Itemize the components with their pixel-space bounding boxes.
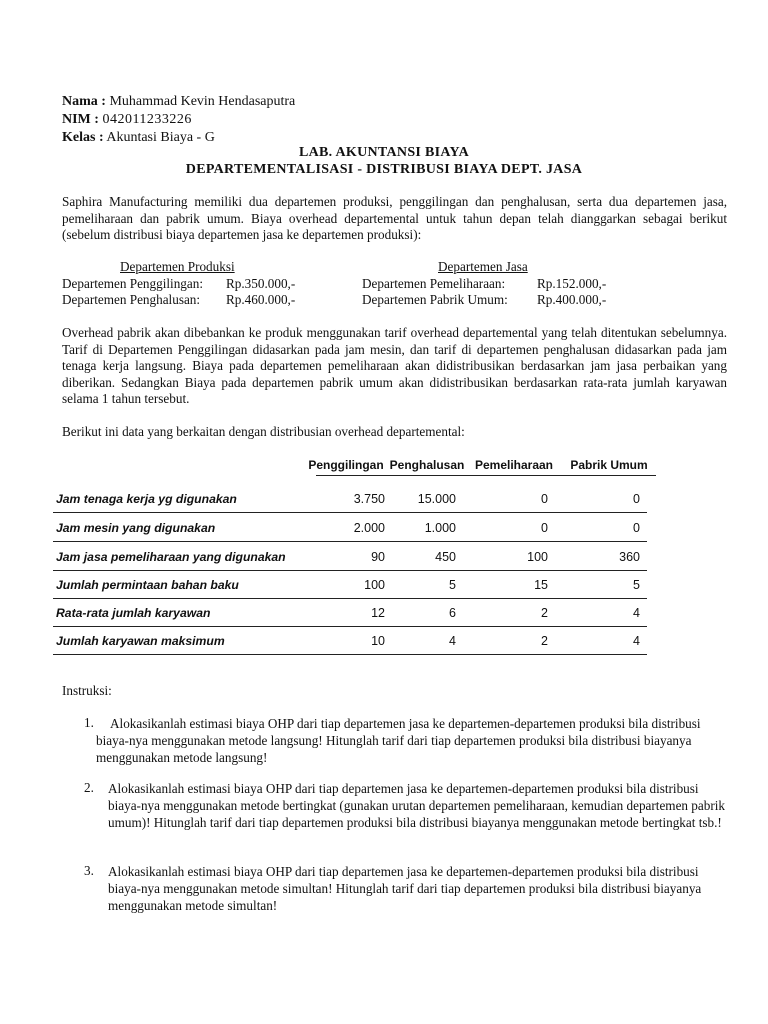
jasa-item-amount: Rp.152.000,-	[537, 276, 607, 291]
jasa-item-name: Departemen Pabrik Umum:	[362, 292, 508, 307]
cell-penghalusan: 450	[435, 550, 456, 564]
instruction-number: 3.	[84, 863, 94, 878]
nim-value: 042011233226	[102, 112, 192, 127]
jasa-header: Departemen Jasa	[438, 259, 528, 274]
cell-penggilingan: 3.750	[353, 492, 385, 506]
table-row	[53, 626, 647, 655]
col-header: Pemeliharaan	[474, 458, 554, 472]
table-row	[53, 484, 647, 513]
cell-pabrik-umum: 0	[633, 521, 640, 535]
row-label: Jam tenaga kerja yg digunakan	[56, 492, 237, 506]
cell-penggilingan: 100	[364, 578, 385, 592]
instruction-text: Alokasikanlah estimasi biaya OHP dari tiap departemen jasa ke departemen-departemen produksi bila distribusi biaya-nya menggunakan metode langsung! Hitunglah tarif dari tiap departemen produksi bila distribusi biayanya menggunakan metode langsung!	[96, 716, 701, 765]
instruction-text: Alokasikanlah estimasi biaya OHP dari tiap departemen jasa ke departemen-departemen produksi bila distribusi biaya-nya menggunakan metode simultan! Hitunglah tarif dari tiap departemen produksi bila distribusi biayanya menggunakan metode simultan!	[108, 864, 702, 913]
col-header: Penghalusan	[389, 458, 465, 472]
produksi-item-amount: Rp.350.000,-	[226, 276, 296, 291]
cell-penggilingan: 2.000	[353, 521, 385, 535]
cell-pabrik-umum: 5	[633, 578, 640, 592]
cell-penghalusan: 5	[449, 578, 456, 592]
data-intro: Berikut ini data yang berkaitan dengan distribusian overhead departemental:	[62, 424, 465, 439]
jasa-item-amount: Rp.400.000,-	[537, 292, 607, 307]
instruction-number: 2.	[84, 780, 94, 795]
produksi-item-name: Departemen Penggilingan:	[62, 276, 203, 291]
row-label: Jam jasa pemeliharaan yang digunakan	[56, 550, 286, 564]
jasa-item-name: Departemen Pemeliharaan:	[362, 276, 506, 291]
kelas-value: Akuntasi Biaya - G	[106, 130, 215, 145]
cell-pemeliharaan: 15	[534, 578, 548, 592]
row-label: Jumlah permintaan bahan baku	[56, 578, 239, 592]
cell-pemeliharaan: 0	[541, 521, 548, 535]
nim-label: NIM :	[62, 112, 99, 127]
produksi-item-amount: Rp.460.000,-	[226, 292, 296, 307]
cell-pemeliharaan: 2	[541, 634, 548, 648]
doc-title-line2: DEPARTEMENTALISASI - DISTRIBUSI BIAYA DEPT. JASA	[185, 162, 583, 177]
overhead-paragraph: Overhead pabrik akan dibebankan ke produk menggunakan tarif overhead departemental yang telah ditentukan sebelumnya. Tarif di Departemen Penggilingan didasarkan pada jam mesin, dan tarif di departemen penghalusan didasarkan pada jam tenaga kerja langsung. Biaya pada departemen pemeliharaan akan didistribusikan berdasarkan jam jasa perbaikan yang diberikan. Sedangkan Biaya pada departemen pabrik umum akan didistribusikan berdasarkan rata-rata jumlah karyawan selama 1 tahun tersebut.	[62, 325, 727, 406]
instruction-text: Alokasikanlah estimasi biaya OHP dari tiap departemen jasa ke departemen-departemen produksi bila distribusi biaya-nya menggunakan metode bertingkat (gunakan urutan departemen pemeliharaan, kemudian departemen pabrik umum)! Hitunglah tarif dari tiap departemen produksi bila distribusi biayanya menggunakan metode bertingkat tsb.!	[108, 781, 725, 830]
table-row	[53, 513, 647, 542]
cell-penggilingan: 12	[371, 606, 385, 620]
table-row	[53, 598, 647, 627]
doc-title-line1: LAB. AKUNTANSI BIAYA	[298, 145, 470, 160]
cell-penggilingan: 10	[371, 634, 385, 648]
intro-paragraph: Saphira Manufacturing memiliki dua departemen produksi, penggilingan dan penghalusan, serta dua departemen jasa, pemeliharaan dan pabrik umum. Biaya overhead departemental untuk tahun depan telah dianggarkan sebagai berikut (sebelum distribusi biaya departemen jasa ke departemen produksi):	[62, 194, 727, 242]
row-label: Rata-rata jumlah karyawan	[56, 606, 211, 620]
cell-pemeliharaan: 100	[527, 550, 548, 564]
student-name-line	[62, 92, 295, 111]
header-rule	[316, 475, 656, 476]
cell-penghalusan: 4	[449, 634, 456, 648]
nama-value: Muhammad Kevin Hendasaputra	[109, 94, 296, 109]
cell-pabrik-umum: 4	[633, 606, 640, 620]
instruction-number: 1.	[84, 715, 94, 730]
col-header: Pabrik Umum	[570, 458, 648, 472]
cell-pabrik-umum: 4	[633, 634, 640, 648]
nama-label: Nama :	[62, 94, 106, 109]
cell-penghalusan: 6	[449, 606, 456, 620]
cell-penghalusan: 15.000	[417, 492, 456, 506]
cell-penghalusan: 1.000	[424, 521, 456, 535]
col-header: Penggilingan	[308, 458, 384, 472]
row-label: Jumlah karyawan maksimum	[56, 634, 225, 648]
kelas-label: Kelas :	[62, 130, 104, 145]
row-label: Jam mesin yang digunakan	[56, 521, 216, 535]
instructions-title: Instruksi:	[62, 683, 112, 698]
cell-pemeliharaan: 0	[541, 492, 548, 506]
cell-penggilingan: 90	[371, 550, 385, 564]
cell-pemeliharaan: 2	[541, 606, 548, 620]
cell-pabrik-umum: 0	[633, 492, 640, 506]
cell-pabrik-umum: 360	[619, 550, 640, 564]
produksi-header: Departemen Produksi	[120, 259, 235, 274]
table-row	[53, 542, 647, 571]
table-row	[53, 570, 647, 599]
produksi-item-name: Departemen Penghalusan:	[62, 292, 201, 307]
student-nim-line	[62, 110, 192, 129]
